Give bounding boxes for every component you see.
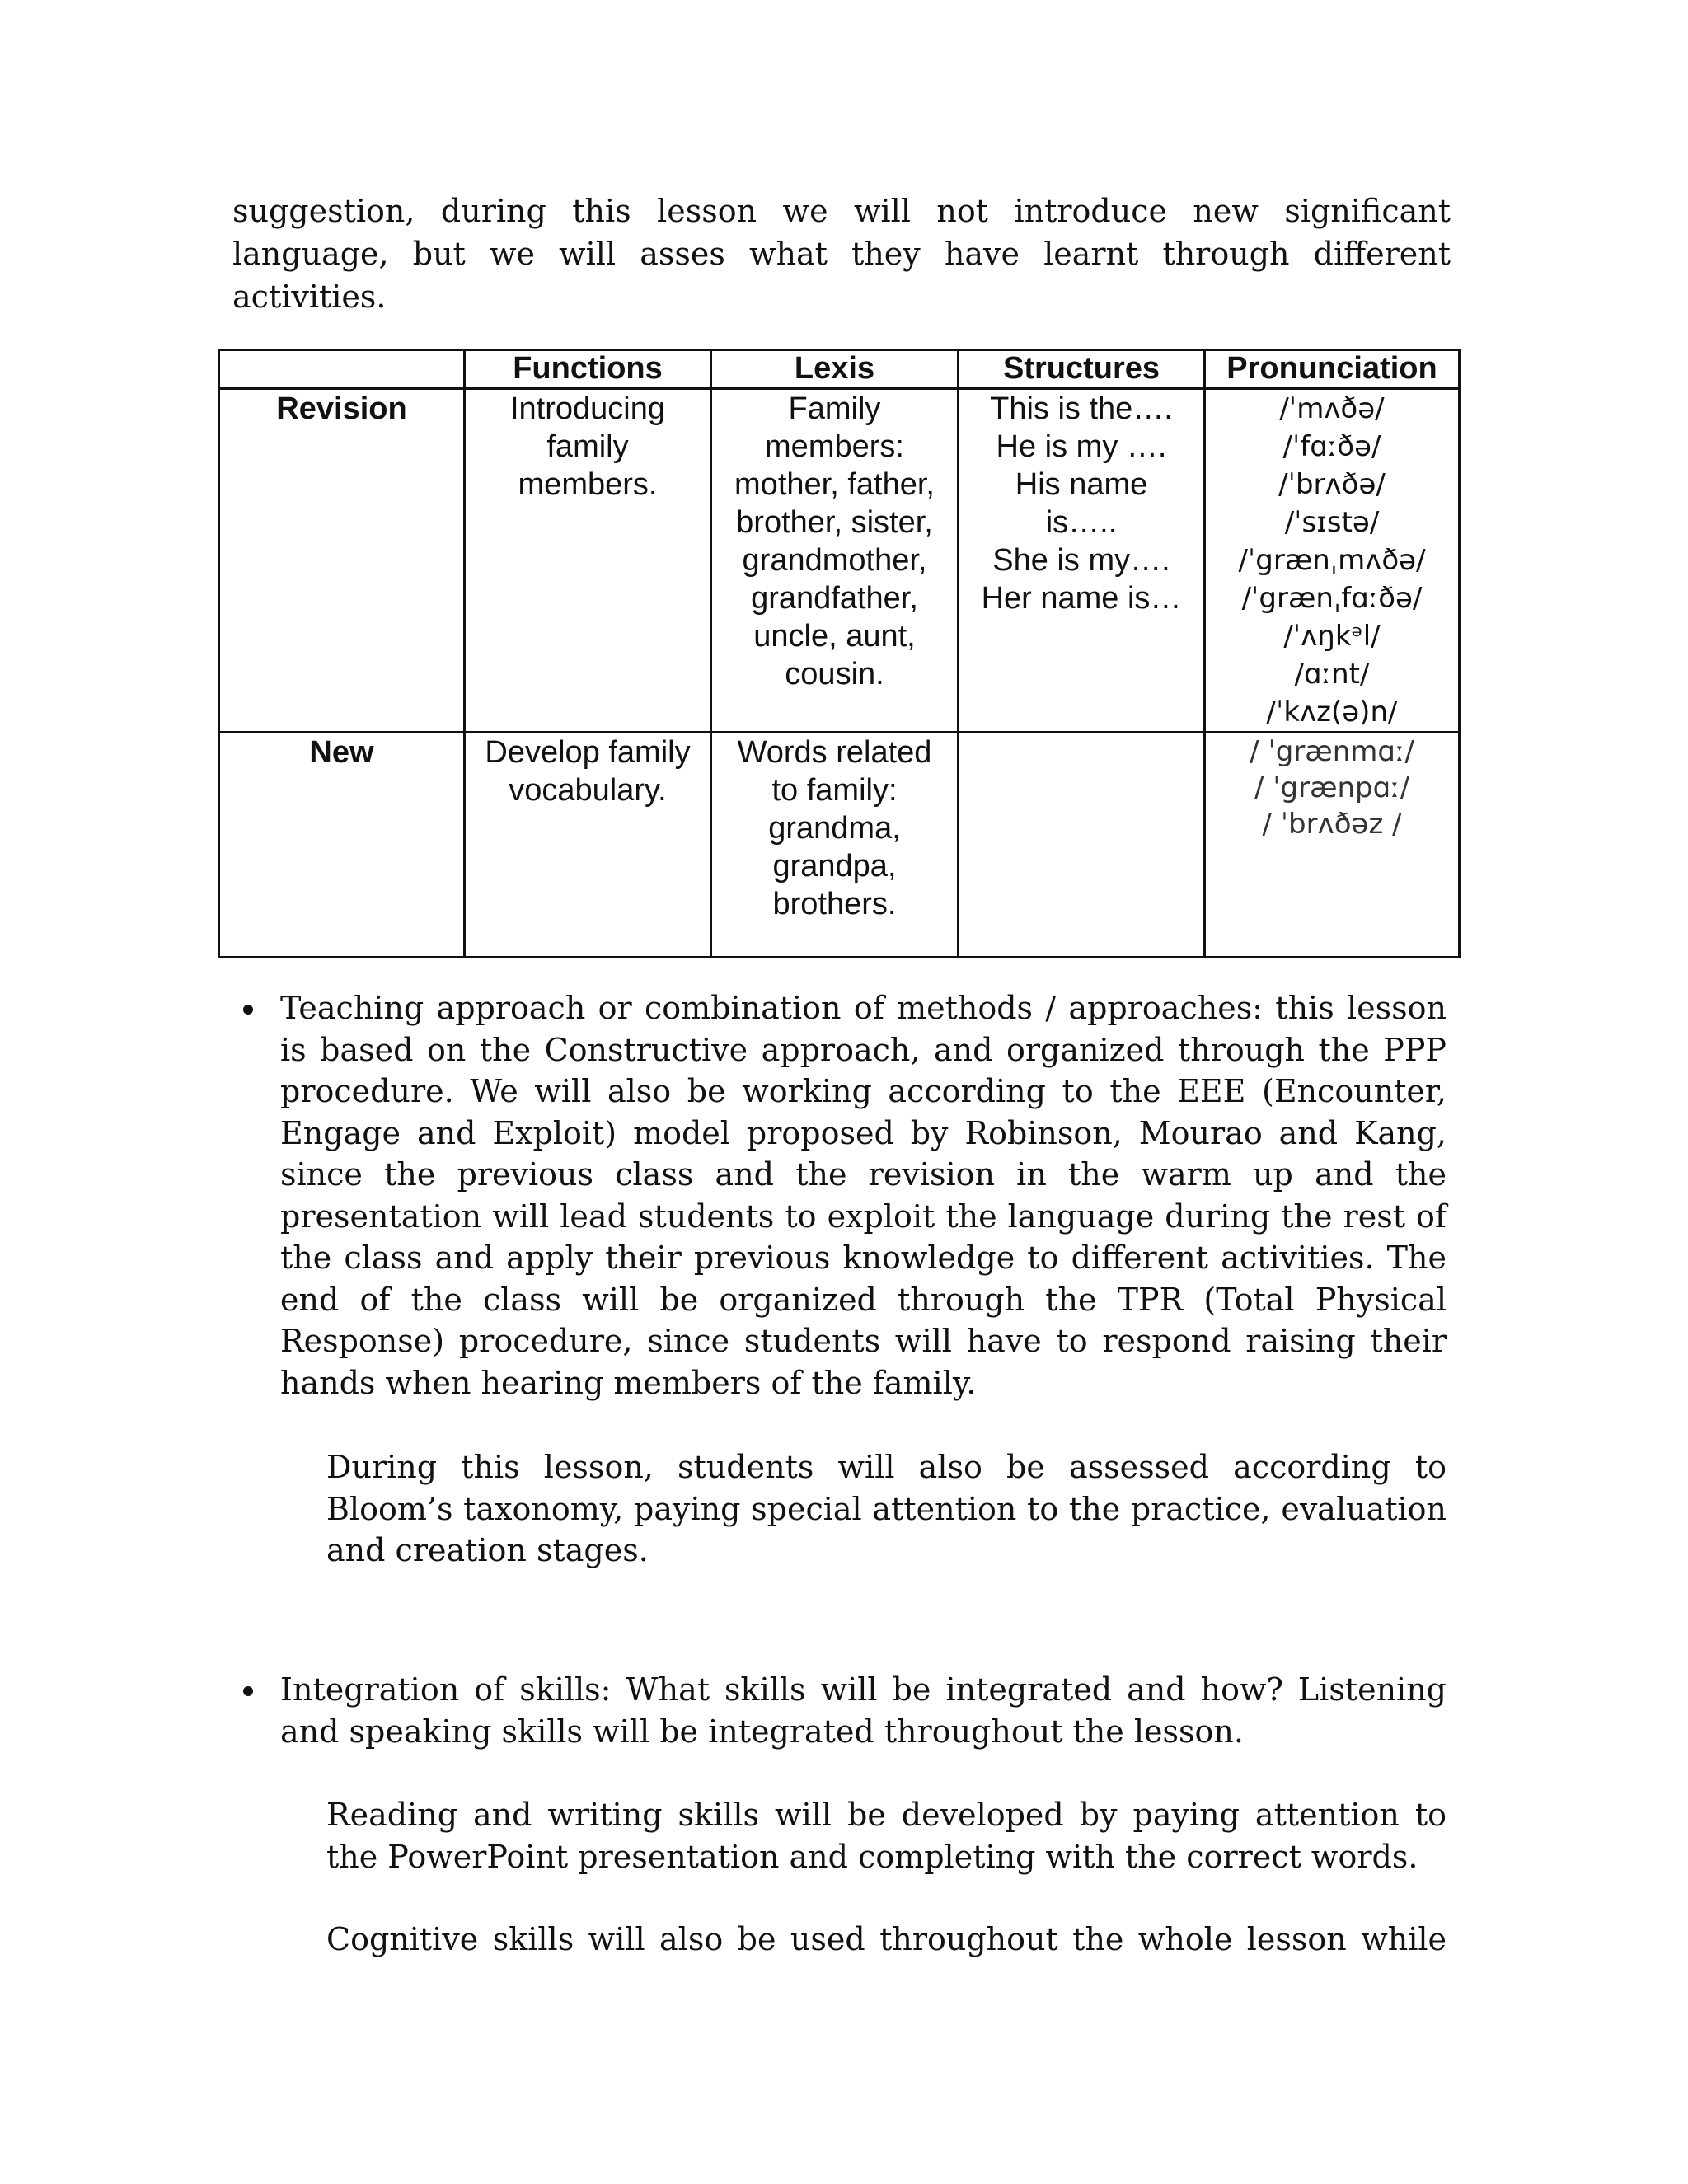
paragraph-cognitive-skills: Cognitive skills will also be used throughout the whole lesson while xyxy=(326,1921,1447,1957)
table-row-new xyxy=(219,733,1460,958)
cell-line: She is my…. xyxy=(992,543,1170,578)
cell-line: grandma, xyxy=(768,811,901,846)
cell-line: Family xyxy=(788,391,881,426)
cell-revision-lexis xyxy=(711,389,959,733)
cell-line: mother, father, xyxy=(734,467,935,502)
cell-line: Develop family xyxy=(485,735,691,770)
cell-new-pronunciation xyxy=(1205,733,1460,958)
ipa-line: /ˈgrænˌmʌðə/ xyxy=(1238,544,1426,577)
cell-line: to family: xyxy=(771,773,898,808)
cell-line: vocabulary. xyxy=(509,773,667,808)
ipa-line: /ˈgrænˌfɑːðə/ xyxy=(1241,582,1423,615)
ipa-line: / ˈbrʌðəz / xyxy=(1262,808,1402,841)
cell-revision-functions xyxy=(465,389,711,733)
header-lexis: Lexis xyxy=(711,350,959,389)
ipa-line: /ˈmʌðə/ xyxy=(1279,392,1385,425)
cell-line: cousin. xyxy=(785,657,884,691)
ipa-line: /ɑːnt/ xyxy=(1294,658,1370,691)
cell-line: His name xyxy=(1015,467,1148,502)
ipa-line: / ˈgrænmɑː/ xyxy=(1250,735,1414,768)
bullet-integration-of-skills xyxy=(280,1669,1447,1752)
header-functions: Functions xyxy=(465,350,711,389)
table-row-revision xyxy=(219,389,1460,733)
cell-line: family xyxy=(546,429,629,464)
intro-paragraph: suggestion, during this lesson we will not introduce new significant language, but we will asses what they have learnt through different activities. xyxy=(232,193,1451,315)
ipa-line: /ˈkʌz(ə)n/ xyxy=(1266,696,1398,729)
cell-line: brother, sister, xyxy=(736,505,933,540)
cell-new-structures xyxy=(959,733,1205,958)
ipa-line: /ˈbrʌðə/ xyxy=(1278,468,1386,501)
bullet-teaching-approach xyxy=(280,987,1447,1404)
header-empty xyxy=(219,350,465,389)
cell-line: members. xyxy=(518,467,658,502)
row-label-revision: Revision xyxy=(219,389,465,733)
cell-line: uncle, aunt, xyxy=(753,619,916,654)
ipa-line: /ˈʌŋkᵊl/ xyxy=(1283,620,1381,653)
cell-new-lexis xyxy=(711,733,959,958)
cell-line: Introducing xyxy=(509,391,665,426)
paragraph-integration-skills: Integration of skills: What skills will be integrated and how? Listening and speaking skills will be integrated throughout the lesson. xyxy=(280,1671,1447,1750)
table-header-row xyxy=(219,350,1460,389)
cell-line: grandpa, xyxy=(772,849,897,883)
ipa-line: / ˈgrænpɑː/ xyxy=(1254,771,1410,804)
header-structures: Structures xyxy=(959,350,1205,389)
cell-line: is….. xyxy=(1045,505,1118,540)
paragraph-reading-writing: Reading and writing skills will be developed by paying attention to the PowerPoint presentation and completing with the correct words. xyxy=(326,1797,1447,1875)
ipa-line: /ˈfɑːðə/ xyxy=(1282,430,1381,463)
cell-revision-structures xyxy=(959,389,1205,733)
cell-revision-pronunciation xyxy=(1205,389,1460,733)
cell-line: He is my …. xyxy=(996,429,1167,464)
cell-line: brothers. xyxy=(772,887,897,921)
cell-line: grandmother, xyxy=(742,543,927,578)
paragraph-teaching-approach: Teaching approach or combination of methods / approaches: this lesson is based on the Constructive approach, and organized through the PPP procedure. We will also be working according to the EEE (Encounter, Engage and Exploit) model proposed by Robinson, Mourao and Kang, since the previous class and the revision in the warm up and the presentation will lead students to exploit the language during the rest of the class and apply their previous knowledge to different activities. The end of the class will be organized through the TPR (Total Physical Response) procedure, since students will have to respond raising their hands when hearing members of the family. xyxy=(280,990,1447,1401)
cell-line: Her name is… xyxy=(981,581,1182,616)
paragraph-bloom-assessment: During this lesson, students will also be assessed according to Bloom’s taxonomy, paying special attention to the practice, evaluation and creation stages. xyxy=(326,1449,1447,1568)
cell-line: This is the…. xyxy=(990,391,1173,426)
cell-line: grandfather, xyxy=(751,581,918,616)
bullet-dot-icon xyxy=(243,1005,253,1015)
bullet-dot-icon xyxy=(243,1686,253,1696)
ipa-line: /ˈsɪstə/ xyxy=(1284,506,1380,539)
cell-line: Words related xyxy=(737,735,932,770)
header-pronunciation: Pronunciation xyxy=(1205,350,1460,389)
cell-new-functions xyxy=(465,733,711,958)
cell-line: members: xyxy=(765,429,904,464)
row-label-new: New xyxy=(219,733,465,958)
language-table xyxy=(218,349,1461,958)
